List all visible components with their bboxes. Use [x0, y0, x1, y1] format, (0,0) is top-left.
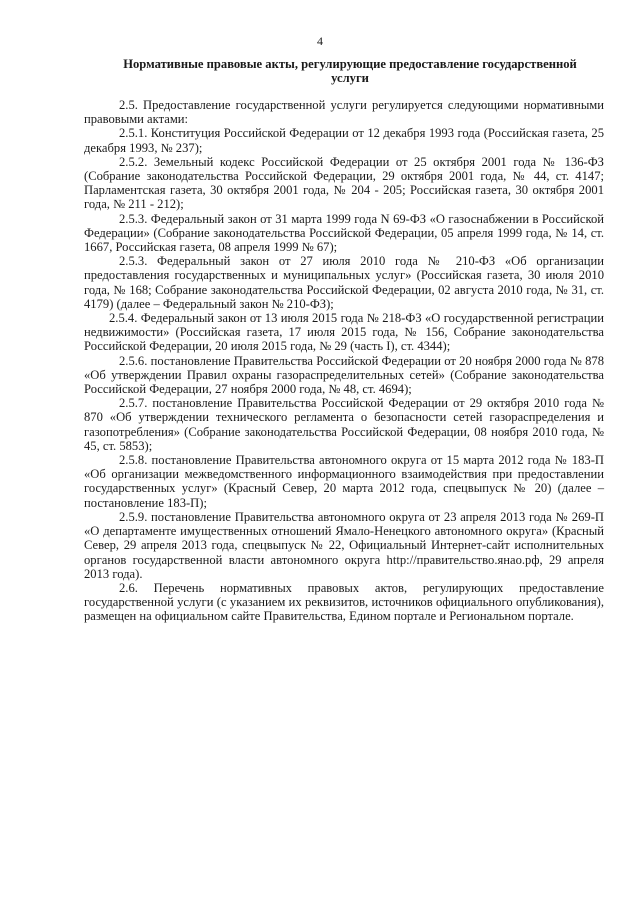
paragraph-2-5-1: 2.5.1. Конституция Российской Федерации от 12 декабря 1993 года (Российская газета, 25 декабря 1993, № 237);: [84, 126, 604, 155]
paragraph-2-5: 2.5. Предоставление государственной услуги регулируется следующими нормативными правовыми актами:: [84, 98, 604, 127]
paragraph-2-5-3-public-services: 2.5.3. Федеральный закон от 27 июля 2010 года № 210-ФЗ «Об организации предоставления государственных и муниципальных услуг» (Российская газета, 30 июля 2010 года, № 168; Собрание законодательства Российской Федерации, 02 августа 2010 года, № 31, ст. 4179) (далее – Федеральный закон № 210-ФЗ);: [84, 254, 604, 311]
paragraph-2-5-7: 2.5.7. постановление Правительства Российской Федерации от 29 октября 2010 года № 870 «Об утверждении технического регламента о безопасности сетей газораспределения и газопотребления» (Собрание законодательства Российской Федерации, 08 ноября 2010 года, № 45, ст. 5853);: [84, 396, 604, 453]
page-number: 4: [317, 34, 323, 48]
document-body: [84, 98, 604, 624]
paragraph-2-5-3-gas-supply: 2.5.3. Федеральный закон от 31 марта 1999 года N 69-ФЗ «О газоснабжении в Российской Федерации» (Собрание законодательства Российской Федерации, 05 апреля 1999 года, № 14, ст. 1667, Российская газета, 08 апреля 1999 № 67);: [84, 211, 604, 255]
paragraph-2-5-8: 2.5.8. постановление Правительства автономного округа от 15 марта 2012 года № 183-П «Об организации межведомственного информационного взаимодействия при предоставлении государственных услуг» (Красный Север, 20 марта 2012 года, спецвыпуск № 20) (далее – постановление 183-П);: [84, 453, 604, 510]
paragraph-2-6: 2.6. Перечень нормативных правовых актов, регулирующих предоставление государственной услуги (с указанием их реквизитов, источников официального опубликования), размещен на официальном сайте Правительства, Едином портале и Региональном портале.: [84, 580, 604, 624]
paragraph-2-5-2: 2.5.2. Земельный кодекс Российской Федерации от 25 октября 2001 года № 136-ФЗ (Собрание законодательства Российской Федерации, 29 октября 2001 года, № 44, ст. 4147; Парламентская газета, 30 октября 2001 года, № 204 - 205; Российская газета, 30 октября 2001 года, № 211 - 212);: [84, 154, 604, 212]
paragraph-2-5-6: 2.5.6. постановление Правительства Российской Федерации от 20 ноября 2000 года № 878 «Об утверждении Правил охраны газораспределительных сетей» (Собрание законодательства Российской Федерации, 27 ноября 2000 года, № 48, ст. 4694);: [84, 353, 604, 397]
section-heading: Нормативные правовые акты, регулирующие предоставление государственной услуги: [123, 57, 577, 85]
paragraph-2-5-9: 2.5.9. постановление Правительства автономного округа от 23 апреля 2013 года № 269-П «О департаменте имущественных отношений Ямало-Ненецкого автономного округа» (Красный Север, 29 апреля 2013 года, спецвыпуск № 22, Официальный Интернет-сайт исполнительных органов государственной власти автономного округа http://правительство.янао.рф, 29 апреля 2013 года).: [84, 509, 604, 581]
paragraph-2-5-4: 2.5.4. Федеральный закон от 13 июля 2015 года № 218-ФЗ «О государственной регистрации недвижимости» (Российская газета, 17 июля 2015 года, № 156, Собрание законодательства Российской Федерации, 20 июля 2015 года, № 29 (часть I), ст. 4344);: [84, 311, 604, 354]
